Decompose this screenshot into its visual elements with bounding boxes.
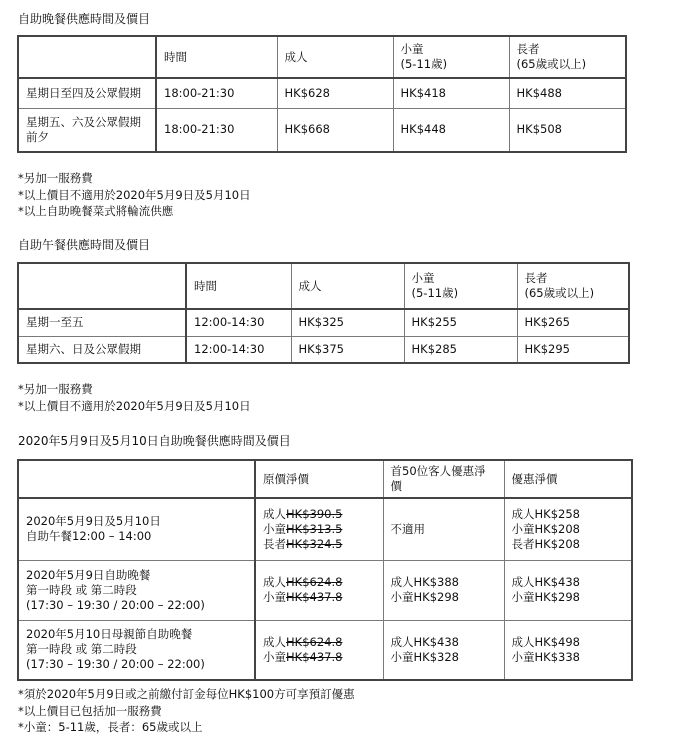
dinner-heading: 自助晚餐供應時間及價目 <box>18 12 151 26</box>
struck-price: HK$624.8 <box>286 575 343 589</box>
price-line: 成人HK$438 <box>511 575 580 589</box>
struck-price: HK$624.8 <box>286 634 343 649</box>
price-group: 成人 <box>263 575 286 589</box>
table-header-row <box>18 36 626 78</box>
price-line: 不適用 <box>390 521 425 536</box>
price-cell: HK$668 <box>277 108 393 152</box>
special-notes <box>18 686 355 736</box>
offer-price-cell <box>504 498 632 560</box>
price-line: 成人HK$498 <box>511 634 580 649</box>
price-line <box>263 575 376 590</box>
price-group: 長者 <box>263 536 286 551</box>
row-label <box>18 620 255 680</box>
label-line: 自助午餐12:00 – 14:00 <box>26 529 152 544</box>
note-line: *以上價目已包括加一服務費 <box>18 703 162 718</box>
table-row <box>18 498 632 560</box>
label-line: 2020年5月9日自助晚餐 <box>26 567 151 582</box>
price-line: 長者HK$208 <box>511 536 580 551</box>
table-row <box>18 336 629 363</box>
header-cell <box>18 460 255 498</box>
row-label: 星期一至五 <box>18 309 186 336</box>
price-group: 小童 <box>263 521 286 536</box>
special-price-table <box>17 459 633 681</box>
header-cell <box>18 36 156 78</box>
price-cell: HK$285 <box>404 336 517 363</box>
label-line: 2020年5月10日母親節自助晚餐 <box>26 627 193 642</box>
time-cell: 18:00-21:30 <box>156 108 277 152</box>
table-row <box>18 560 632 620</box>
price-group: 成人 <box>263 506 286 521</box>
original-price-cell <box>255 620 383 680</box>
offer-price-cell <box>504 620 632 680</box>
row-label: 星期六、日及公眾假期 <box>18 336 186 363</box>
note-line: *小童：5-11歲，長者：65歲或以上 <box>18 720 203 734</box>
header-cell <box>517 263 629 309</box>
header-line: 長者 (65歲或以上) <box>516 42 587 71</box>
first50-price-cell <box>383 620 504 680</box>
header-line: 小童 (5-11歲) <box>400 42 448 71</box>
price-cell: HK$628 <box>277 78 393 108</box>
original-price-cell <box>255 560 383 620</box>
price-line: 小童HK$298 <box>390 590 459 604</box>
price-line: 小童HK$208 <box>511 521 580 536</box>
table-row <box>18 78 626 108</box>
header-cell: 成人 <box>291 263 404 309</box>
header-cell: 優惠淨價 <box>504 460 632 498</box>
struck-price: HK$390.5 <box>286 506 343 521</box>
header-cell: 成人 <box>277 36 393 78</box>
header-cell <box>393 36 509 78</box>
price-line <box>263 522 376 537</box>
label-line: 2020年5月9日及5月10日 <box>26 514 161 529</box>
dinner-price-table <box>17 35 627 153</box>
lunch-heading: 自助午餐供應時間及價目 <box>18 238 151 252</box>
header-line: 長者 (65歲或以上) <box>524 271 595 300</box>
price-cell: HK$295 <box>517 336 629 363</box>
price-line: 小童HK$298 <box>511 590 580 604</box>
note-line: *另加一服務費 <box>18 382 93 396</box>
row-label-text: 星期五、六及公眾假期 前夕 <box>26 114 141 144</box>
header-cell: 時間 <box>156 36 277 78</box>
first50-price-cell <box>383 560 504 620</box>
dinner-notes <box>18 170 251 220</box>
label-line: (17:30 – 19:30 / 20:00 – 22:00) <box>26 657 205 672</box>
label-line: 第一時段 或 第二時段 <box>26 582 137 597</box>
label-line: 第一時段 或 第二時段 <box>26 642 137 657</box>
time-cell: 12:00-14:30 <box>186 309 291 336</box>
price-group: 成人 <box>263 634 286 649</box>
note-line: *另加一服務費 <box>18 171 93 185</box>
struck-price: HK$437.8 <box>286 590 343 604</box>
price-line: 成人HK$438 <box>390 634 459 649</box>
price-cell: HK$488 <box>509 78 626 108</box>
row-label <box>18 560 255 620</box>
row-label <box>18 498 255 560</box>
header-cell: 時間 <box>186 263 291 309</box>
table-row <box>18 620 632 680</box>
price-cell: HK$448 <box>393 108 509 152</box>
table-row <box>18 309 629 336</box>
note-line: *以上價目不適用於2020年5月9日及5月10日 <box>18 187 251 202</box>
row-label: 星期日至四及公眾假期 <box>18 78 156 108</box>
time-cell: 18:00-21:30 <box>156 78 277 108</box>
time-cell: 12:00-14:30 <box>186 336 291 363</box>
price-line <box>263 507 376 522</box>
note-line: *以上自助晚餐菜式將輪流供應 <box>18 204 174 218</box>
original-price-cell <box>255 498 383 560</box>
price-line <box>263 635 376 650</box>
header-cell: 原價淨價 <box>255 460 383 498</box>
note-line: *以上價目不適用於2020年5月9日及5月10日 <box>18 398 251 413</box>
price-cell: HK$265 <box>517 309 629 336</box>
header-cell <box>509 36 626 78</box>
special-heading: 2020年5月9日及5月10日自助晚餐供應時間及價目 <box>18 434 291 448</box>
label-line: (17:30 – 19:30 / 20:00 – 22:00) <box>26 597 205 612</box>
header-cell <box>404 263 517 309</box>
header-cell <box>18 263 186 309</box>
table-header-row <box>18 263 629 309</box>
lunch-notes <box>18 381 251 414</box>
price-line: 成人HK$258 <box>511 506 580 521</box>
price-cell: HK$325 <box>291 309 404 336</box>
price-line: 成人HK$388 <box>390 575 459 589</box>
first50-price-cell <box>383 498 504 560</box>
price-group: 小童 <box>263 649 286 664</box>
price-line <box>263 537 376 552</box>
price-line <box>263 590 376 605</box>
row-label <box>18 108 156 152</box>
price-line: 小童HK$328 <box>390 649 459 664</box>
price-cell: HK$418 <box>393 78 509 108</box>
offer-price-cell <box>504 560 632 620</box>
price-line <box>263 650 376 665</box>
table-header-row <box>18 460 632 498</box>
note-line: *須於2020年5月9日或之前繳付訂金每位HK$100方可享預訂優惠 <box>18 687 355 701</box>
struck-price: HK$437.8 <box>286 649 343 664</box>
price-line: 小童HK$338 <box>511 649 580 664</box>
price-group: 小童 <box>263 590 286 604</box>
header-cell: 首50位客人優惠淨價 <box>383 460 504 498</box>
price-cell: HK$375 <box>291 336 404 363</box>
lunch-price-table <box>17 262 630 364</box>
header-line: 小童 (5-11歲) <box>411 271 459 300</box>
price-cell: HK$255 <box>404 309 517 336</box>
table-row <box>18 108 626 152</box>
struck-price: HK$313.5 <box>286 521 343 536</box>
price-cell: HK$508 <box>509 108 626 152</box>
struck-price: HK$324.5 <box>286 536 343 551</box>
